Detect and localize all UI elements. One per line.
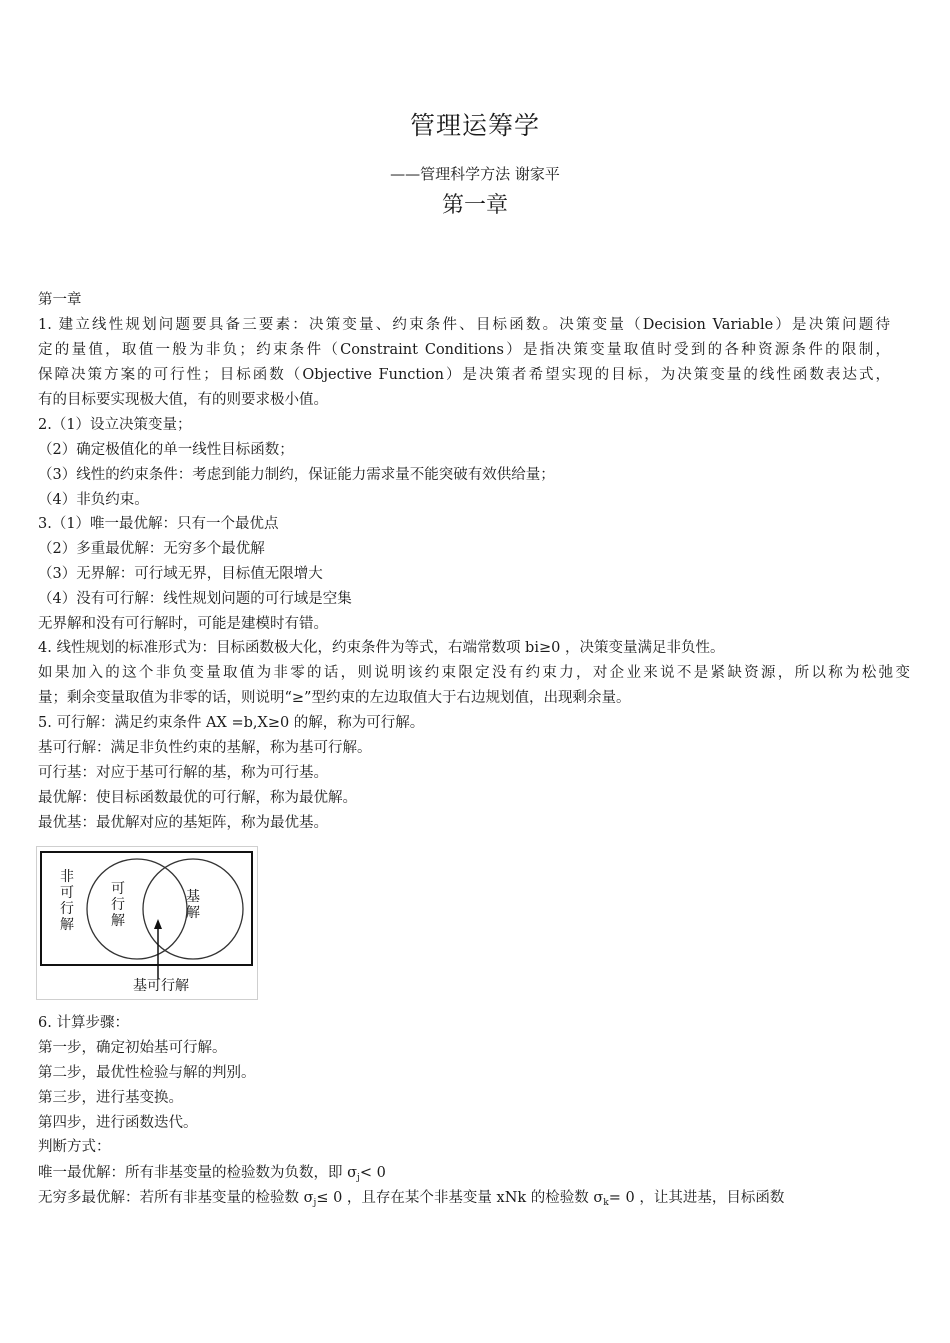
paragraph-line: （2）多重最优解：无穷多个最优解 <box>38 541 265 557</box>
paragraph-line: 如果加入的这个非负变量取值为非零的话，则说明该约束限定没有约束力，对企业来说不是紧缺资源，所以称为松弛变 <box>38 665 910 681</box>
document-title: 管理运筹学 <box>409 111 540 140</box>
basic-feasible-caption: 基可行解 <box>133 978 189 994</box>
paragraph-line: （4）没有可行解：线性规划问题的可行域是空集 <box>38 591 352 607</box>
paragraph-line: 最优解：使目标函数最优的可行解，称为最优解。 <box>38 790 357 806</box>
paragraph-line: 第三步，进行基变换。 <box>38 1090 183 1106</box>
paragraph-line: 判断方式： <box>38 1139 111 1155</box>
paragraph-line: 唯一最优解：所有非基变量的检验数为负数，即 $\sigma_j< 0$ <box>38 1165 386 1183</box>
paragraph-line: （3）无界解：可行域无界，目标值无限增大 <box>38 566 323 582</box>
feasible-circle <box>87 859 187 959</box>
paragraph-line: 第一步，确定初始基可行解。 <box>38 1040 227 1056</box>
paragraph-line: 3.（1）唯一最优解：只有一个最优点 <box>38 516 279 532</box>
paragraph-line: 2.（1）设立决策变量； <box>38 417 192 433</box>
paragraph-line: 无穷多最优解：若所有非基变量的检验数 $\sigma_j\le 0$ ，且存在某个非基变量 xNk 的检验数 $\sigma_k= 0$ ，让其进基，目标函数 <box>38 1190 785 1208</box>
paragraph-line: 第一章 <box>38 292 82 308</box>
paragraph-line: 第四步，进行函数迭代。 <box>38 1115 198 1131</box>
paragraph-line: 基可行解：满足非负性约束的基解，称为基可行解。 <box>38 740 372 756</box>
paragraph-line: 可行基：对应于基可行解的基，称为可行基。 <box>38 765 328 781</box>
paragraph-line: 5. 可行解：满足约束条件 AX =b,X≥0 的解，称为可行解。 <box>38 715 425 731</box>
feasible-solution-venn-diagram <box>36 846 258 1000</box>
paragraph-line: （4）非负约束。 <box>38 492 149 508</box>
paragraph-line: 有的目标要实现极大值，有的则要求极小值。 <box>38 392 328 408</box>
chapter-heading: 第一章 <box>441 193 508 218</box>
paragraph-line: （2）确定极值化的单一线性目标函数； <box>38 442 294 458</box>
paragraph-line: 第二步，最优性检验与解的判别。 <box>38 1065 256 1081</box>
paragraph-line: 最优基：最优解对应的基矩阵，称为最优基。 <box>38 815 328 831</box>
paragraph-line: 保障决策方案的可行性；目标函数（Objective Function）是决策者希望实现的目标，为决策变量的线性函数表达式， <box>38 367 890 383</box>
paragraph-line: 定的量值，取值一般为非负；约束条件（Constraint Conditions）是指决策变量取值时受到的各种资源条件的限制， <box>38 342 890 358</box>
feasible-label: 可 行 解 <box>111 881 125 929</box>
paragraph-line: 1. 建立线性规划问题要具备三要素：决策变量、约束条件、目标函数。决策变量（Decision Variable）是决策问题待 <box>38 317 890 333</box>
paragraph-line: 量；剩余变量取值为非零的话，则说明“≥”型约束的左边取值大于右边规划值，出现剩余量。 <box>38 690 631 706</box>
basic-solution-label: 基 解 <box>186 889 200 921</box>
paragraph-line: 4. 线性规划的标准形式为：目标函数极大化，约束条件为等式，右端常数项 bi≥0 ，决策变量满足非负性。 <box>38 640 725 656</box>
paragraph-line: 6. 计算步骤： <box>38 1015 129 1031</box>
arrow-head <box>154 919 162 929</box>
paragraph-line: 无界解和没有可行解时，可能是建模时有错。 <box>38 616 328 632</box>
paragraph-line: （3）线性的约束条件：考虑到能力制约，保证能力需求量不能突破有效供给量； <box>38 467 555 483</box>
infeasible-label: 非 可 行 解 <box>60 869 74 933</box>
document-subtitle: ——管理科学方法 谢家平 <box>390 165 560 183</box>
